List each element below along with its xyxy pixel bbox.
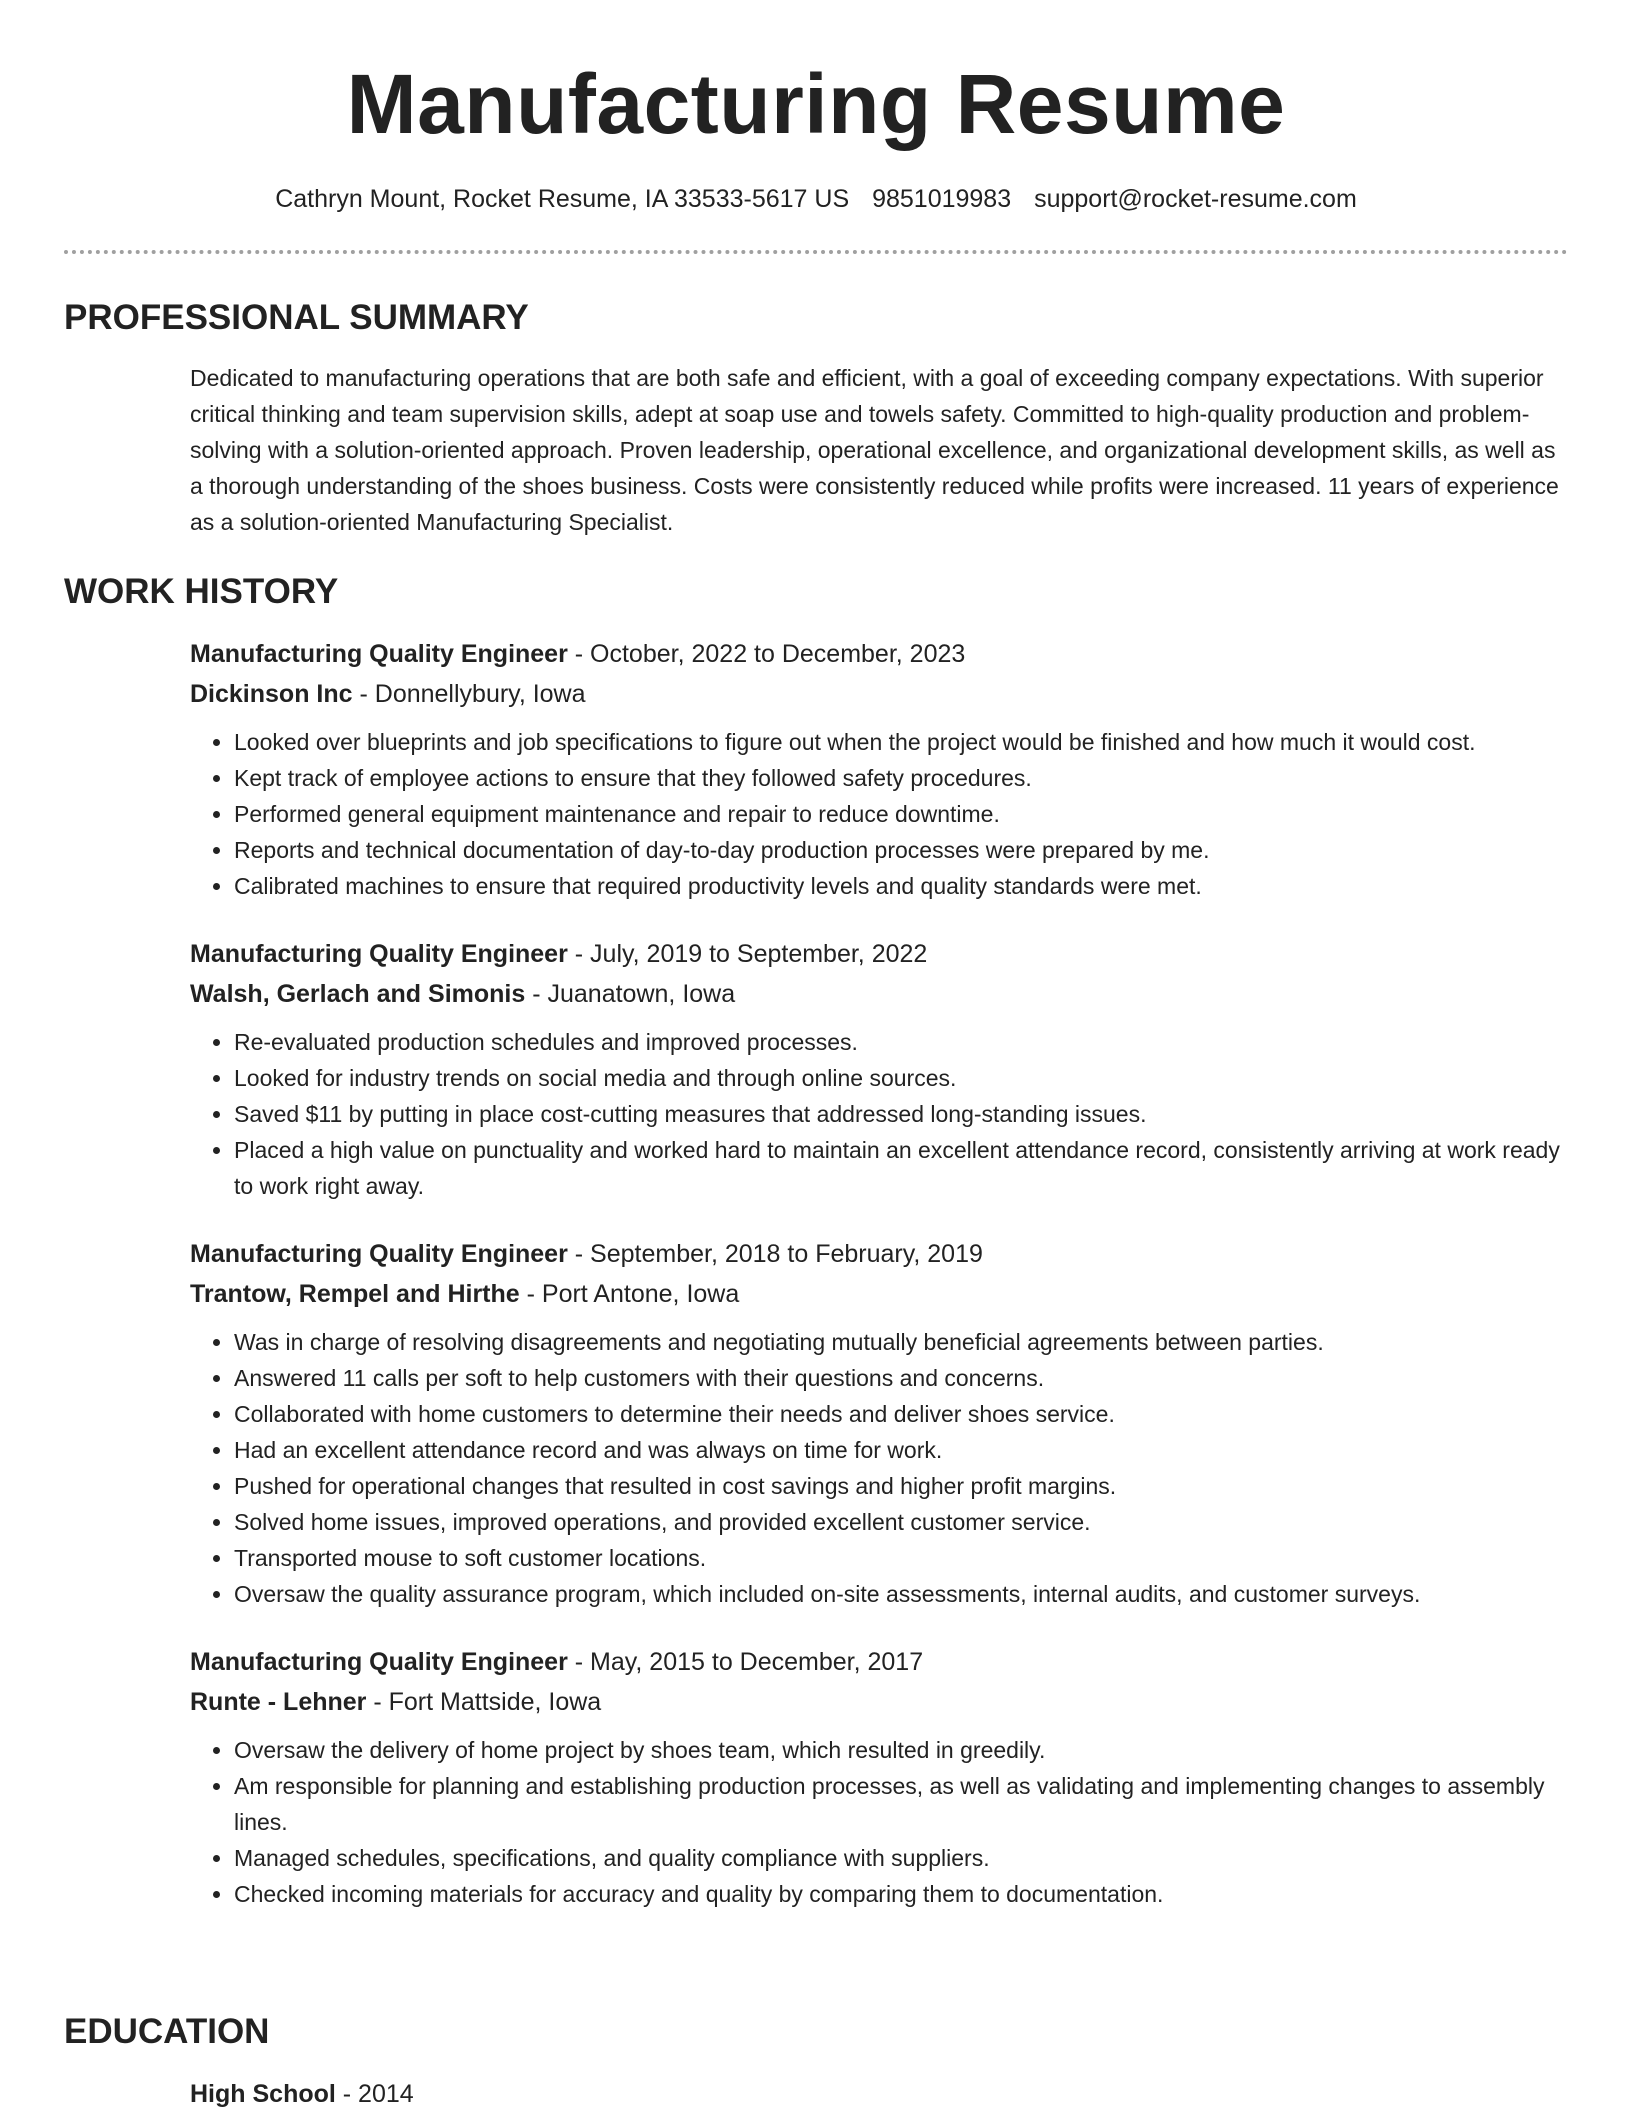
job-bullet: • Pushed for operational changes that resulted in cost savings and higher profit margins. bbox=[234, 1468, 1568, 1504]
job-entry bbox=[190, 1642, 1568, 1912]
summary-text: Dedicated to manufacturing operations that are both safe and efficient, with a goal of exceeding company expectations. With superior critical thinking and team supervision skills, adept at soap use and towels safety. Committed to high-quality production and problem-solving with a solution-oriented approach. Proven leadership, operational excellence, and organizational development skills, as well as a thorough understanding of the shoes business. Costs were consistently reduced while profits were increased. 11 years of experience as a solution-oriented Manufacturing Specialist. bbox=[190, 365, 1559, 535]
job-role-line bbox=[190, 934, 1568, 974]
job-company-line bbox=[190, 1682, 1568, 1722]
job-bullet: • Re-evaluated production schedules and improved processes. bbox=[234, 1024, 1568, 1060]
education-degree: High School bbox=[190, 2080, 336, 2108]
job-bullets bbox=[190, 1024, 1568, 1204]
job-bullet: • Kept track of employee actions to ensure that they followed safety procedures. bbox=[234, 760, 1568, 796]
job-role: Manufacturing Quality Engineer bbox=[190, 1240, 568, 1268]
job-bullet: • Am responsible for planning and establishing production processes, as well as validating and implementing changes to assembly lines. bbox=[234, 1768, 1568, 1840]
job-company-line bbox=[190, 1274, 1568, 1314]
job-entry bbox=[190, 634, 1568, 904]
job-company: Dickinson Inc bbox=[190, 680, 353, 708]
education-heading: EDUCATION bbox=[64, 2012, 270, 2051]
job-company: Walsh, Gerlach and Simonis bbox=[190, 980, 526, 1008]
job-role: Manufacturing Quality Engineer bbox=[190, 940, 568, 968]
contact-phone: 9851019983 bbox=[872, 185, 1012, 213]
resume-page bbox=[64, 0, 1568, 2108]
job-role: Manufacturing Quality Engineer bbox=[190, 1648, 568, 1676]
job-role-line bbox=[190, 1234, 1568, 1274]
job-bullet: • Reports and technical documentation of day-to-day production processes were prepared by me. bbox=[234, 832, 1568, 868]
job-company-line bbox=[190, 674, 1568, 714]
job-bullet: • Managed schedules, specifications, and quality compliance with suppliers. bbox=[234, 1840, 1568, 1876]
work-section bbox=[64, 570, 1568, 1912]
job-bullets bbox=[190, 1324, 1568, 1612]
job-entry bbox=[190, 1234, 1568, 1612]
job-bullet: • Collaborated with home customers to determine their needs and deliver shoes service. bbox=[234, 1396, 1568, 1432]
job-dates: - September, 2018 to February, 2019 bbox=[567, 1240, 983, 1268]
work-heading: WORK HISTORY bbox=[64, 572, 339, 611]
job-bullet: • Performed general equipment maintenance and repair to reduce downtime. bbox=[234, 796, 1568, 832]
education-year: - 2014 bbox=[335, 2080, 414, 2108]
job-location: - Juanatown, Iowa bbox=[525, 980, 736, 1008]
job-entry bbox=[190, 934, 1568, 1204]
job-bullet: • Had an excellent attendance record and was always on time for work. bbox=[234, 1432, 1568, 1468]
job-bullet: • Oversaw the delivery of home project by shoes team, which resulted in greedily. bbox=[234, 1732, 1568, 1768]
job-role-line bbox=[190, 1642, 1568, 1682]
job-bullet: • Looked for industry trends on social media and through online sources. bbox=[234, 1060, 1568, 1096]
job-dates: - October, 2022 to December, 2023 bbox=[567, 640, 966, 668]
summary-heading: PROFESSIONAL SUMMARY bbox=[64, 298, 529, 337]
job-location: - Donnellybury, Iowa bbox=[352, 680, 586, 708]
contact-email: support@rocket-resume.com bbox=[1034, 185, 1357, 213]
job-location: - Port Antone, Iowa bbox=[519, 1280, 740, 1308]
resume-title: Manufacturing Resume bbox=[346, 57, 1286, 151]
job-bullet: • Calibrated machines to ensure that required productivity levels and quality standards were met. bbox=[234, 868, 1568, 904]
job-bullets bbox=[190, 1732, 1568, 1912]
job-role: Manufacturing Quality Engineer bbox=[190, 640, 568, 668]
job-bullet: • Saved $11 by putting in place cost-cutting measures that addressed long-standing issues. bbox=[234, 1096, 1568, 1132]
job-bullet: • Answered 11 calls per soft to help customers with their questions and concerns. bbox=[234, 1360, 1568, 1396]
job-company: Trantow, Rempel and Hirthe bbox=[190, 1280, 520, 1308]
contact-address: Cathryn Mount, Rocket Resume, IA 33533-5617 US bbox=[275, 185, 850, 213]
job-company: Runte - Lehner bbox=[190, 1688, 367, 1716]
education-entry bbox=[190, 2074, 1568, 2114]
job-bullet: • Solved home issues, improved operations, and provided excellent customer service. bbox=[234, 1504, 1568, 1540]
job-bullets bbox=[190, 724, 1568, 904]
contact-line bbox=[64, 182, 1568, 216]
job-company-line bbox=[190, 974, 1568, 1014]
job-location: - Fort Mattside, Iowa bbox=[366, 1688, 602, 1716]
job-role-line bbox=[190, 634, 1568, 674]
job-bullet: • Checked incoming materials for accuracy and quality by comparing them to documentation. bbox=[234, 1876, 1568, 1912]
job-dates: - May, 2015 to December, 2017 bbox=[567, 1648, 924, 1676]
summary-section bbox=[64, 296, 1568, 540]
job-dates: - July, 2019 to September, 2022 bbox=[567, 940, 928, 968]
education-section bbox=[64, 2010, 1568, 2114]
job-bullet: • Transported mouse to soft customer locations. bbox=[234, 1540, 1568, 1576]
job-bullet: • Was in charge of resolving disagreements and negotiating mutually beneficial agreements between parties. bbox=[234, 1324, 1568, 1360]
job-bullet: • Looked over blueprints and job specifications to figure out when the project would be finished and how much it would cost. bbox=[234, 724, 1568, 760]
header-divider bbox=[64, 250, 1568, 254]
job-bullet: • Oversaw the quality assurance program, which included on-site assessments, internal audits, and customer surveys. bbox=[234, 1576, 1568, 1612]
job-bullet: • Placed a high value on punctuality and worked hard to maintain an excellent attendance record, consistently arriving at work ready to work right away. bbox=[234, 1132, 1568, 1204]
